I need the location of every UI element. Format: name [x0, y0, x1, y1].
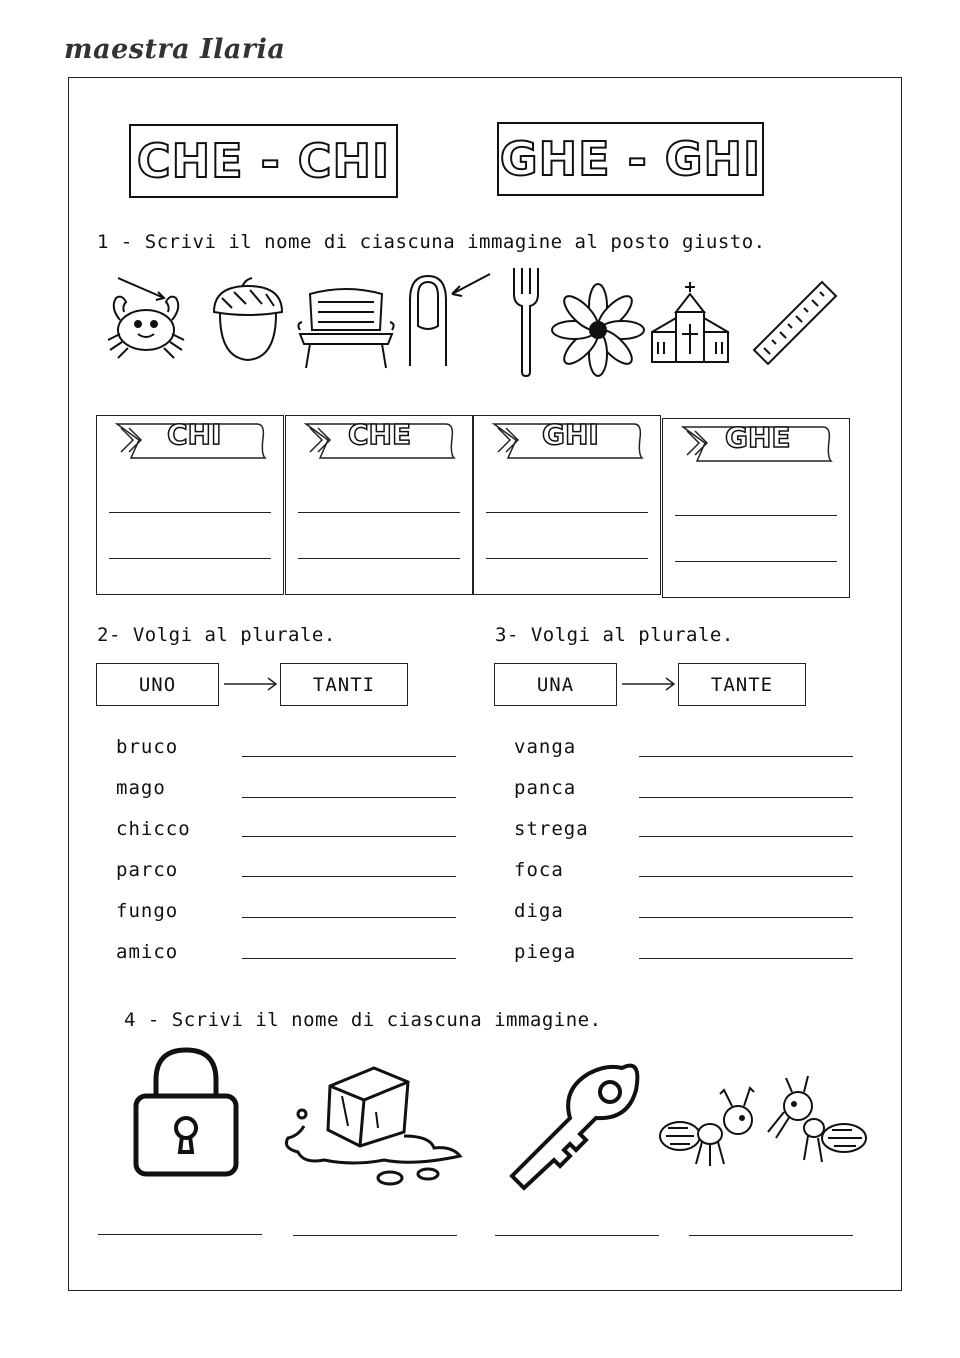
bench-icon [298, 289, 393, 368]
answer-line[interactable] [639, 797, 853, 798]
answer-line[interactable] [242, 958, 456, 959]
write-line[interactable] [486, 558, 648, 559]
daisy-icon [552, 284, 644, 376]
answer-line[interactable] [242, 797, 456, 798]
answer-line[interactable] [242, 756, 456, 757]
arrow-right-icon [222, 676, 280, 692]
answer-line-key[interactable] [495, 1235, 659, 1236]
write-line[interactable] [675, 515, 837, 516]
column-chi [96, 415, 284, 595]
word-foca: foca [514, 859, 564, 881]
write-line[interactable] [109, 512, 271, 513]
ants-icon [660, 1076, 866, 1166]
word-amico: amico [116, 941, 179, 963]
tante-box: TANTE [678, 663, 806, 706]
instruction-3: 3- Volgi al plurale. [495, 624, 734, 646]
tanti-box: TANTI [280, 663, 408, 706]
word-panca: panca [514, 777, 577, 799]
title-che-chi [129, 124, 398, 198]
answer-line-padlock[interactable] [98, 1234, 262, 1235]
key-icon [512, 1066, 637, 1188]
write-line[interactable] [298, 558, 460, 559]
column-ghe [662, 418, 850, 598]
uno-box: UNO [96, 663, 219, 706]
word-strega: strega [514, 818, 589, 840]
word-vanga: vanga [514, 736, 577, 758]
word-piega: piega [514, 941, 577, 963]
title-che-chi-text: CHE - CHI [136, 134, 391, 188]
word-mago: mago [116, 777, 166, 799]
arrow-right-icon [620, 676, 678, 692]
fingernail-icon [410, 274, 490, 366]
column-label-ghi: GHI [542, 418, 599, 451]
column-label-che: CHE [348, 418, 412, 451]
column-che [285, 415, 473, 595]
answer-line[interactable] [242, 836, 456, 837]
padlock-icon [136, 1050, 236, 1174]
answer-line[interactable] [639, 756, 853, 757]
answer-line[interactable] [639, 917, 853, 918]
title-ghe-ghi-text: GHE - GHI [499, 132, 762, 186]
answer-line-ice[interactable] [293, 1235, 457, 1236]
instruction-4: 4 - Scrivi il nome di ciascuna immagine. [124, 1009, 602, 1031]
melting-ice-icon [286, 1068, 460, 1184]
una-box: UNA [494, 663, 617, 706]
word-parco: parco [116, 859, 179, 881]
answer-line[interactable] [639, 958, 853, 959]
crab-icon [108, 278, 184, 358]
word-fungo: fungo [116, 900, 179, 922]
instruction-2: 2- Volgi al plurale. [97, 624, 336, 646]
brand-logo: maestra Ilaria [64, 34, 286, 65]
answer-line[interactable] [639, 876, 853, 877]
instruction-1: 1 - Scrivi il nome di ciascuna immagine al posto giusto. [97, 231, 766, 253]
word-diga: diga [514, 900, 564, 922]
answer-line-ants[interactable] [689, 1235, 853, 1236]
answer-line[interactable] [639, 836, 853, 837]
answer-line[interactable] [242, 876, 456, 877]
fork-icon [514, 268, 538, 376]
write-line[interactable] [486, 512, 648, 513]
section4-images [130, 1040, 850, 1190]
column-ghi [473, 415, 661, 595]
answer-line[interactable] [242, 917, 456, 918]
section1-images [100, 268, 860, 380]
column-label-ghe: GHE [725, 421, 791, 454]
column-label-chi: CHI [167, 418, 222, 451]
write-line[interactable] [675, 561, 837, 562]
church-icon [652, 282, 728, 362]
ruler-icon [754, 282, 836, 364]
write-line[interactable] [298, 512, 460, 513]
word-chicco: chicco [116, 818, 191, 840]
acorn-icon [214, 278, 282, 360]
write-line[interactable] [109, 558, 271, 559]
word-bruco: bruco [116, 736, 179, 758]
title-ghe-ghi [497, 122, 764, 196]
